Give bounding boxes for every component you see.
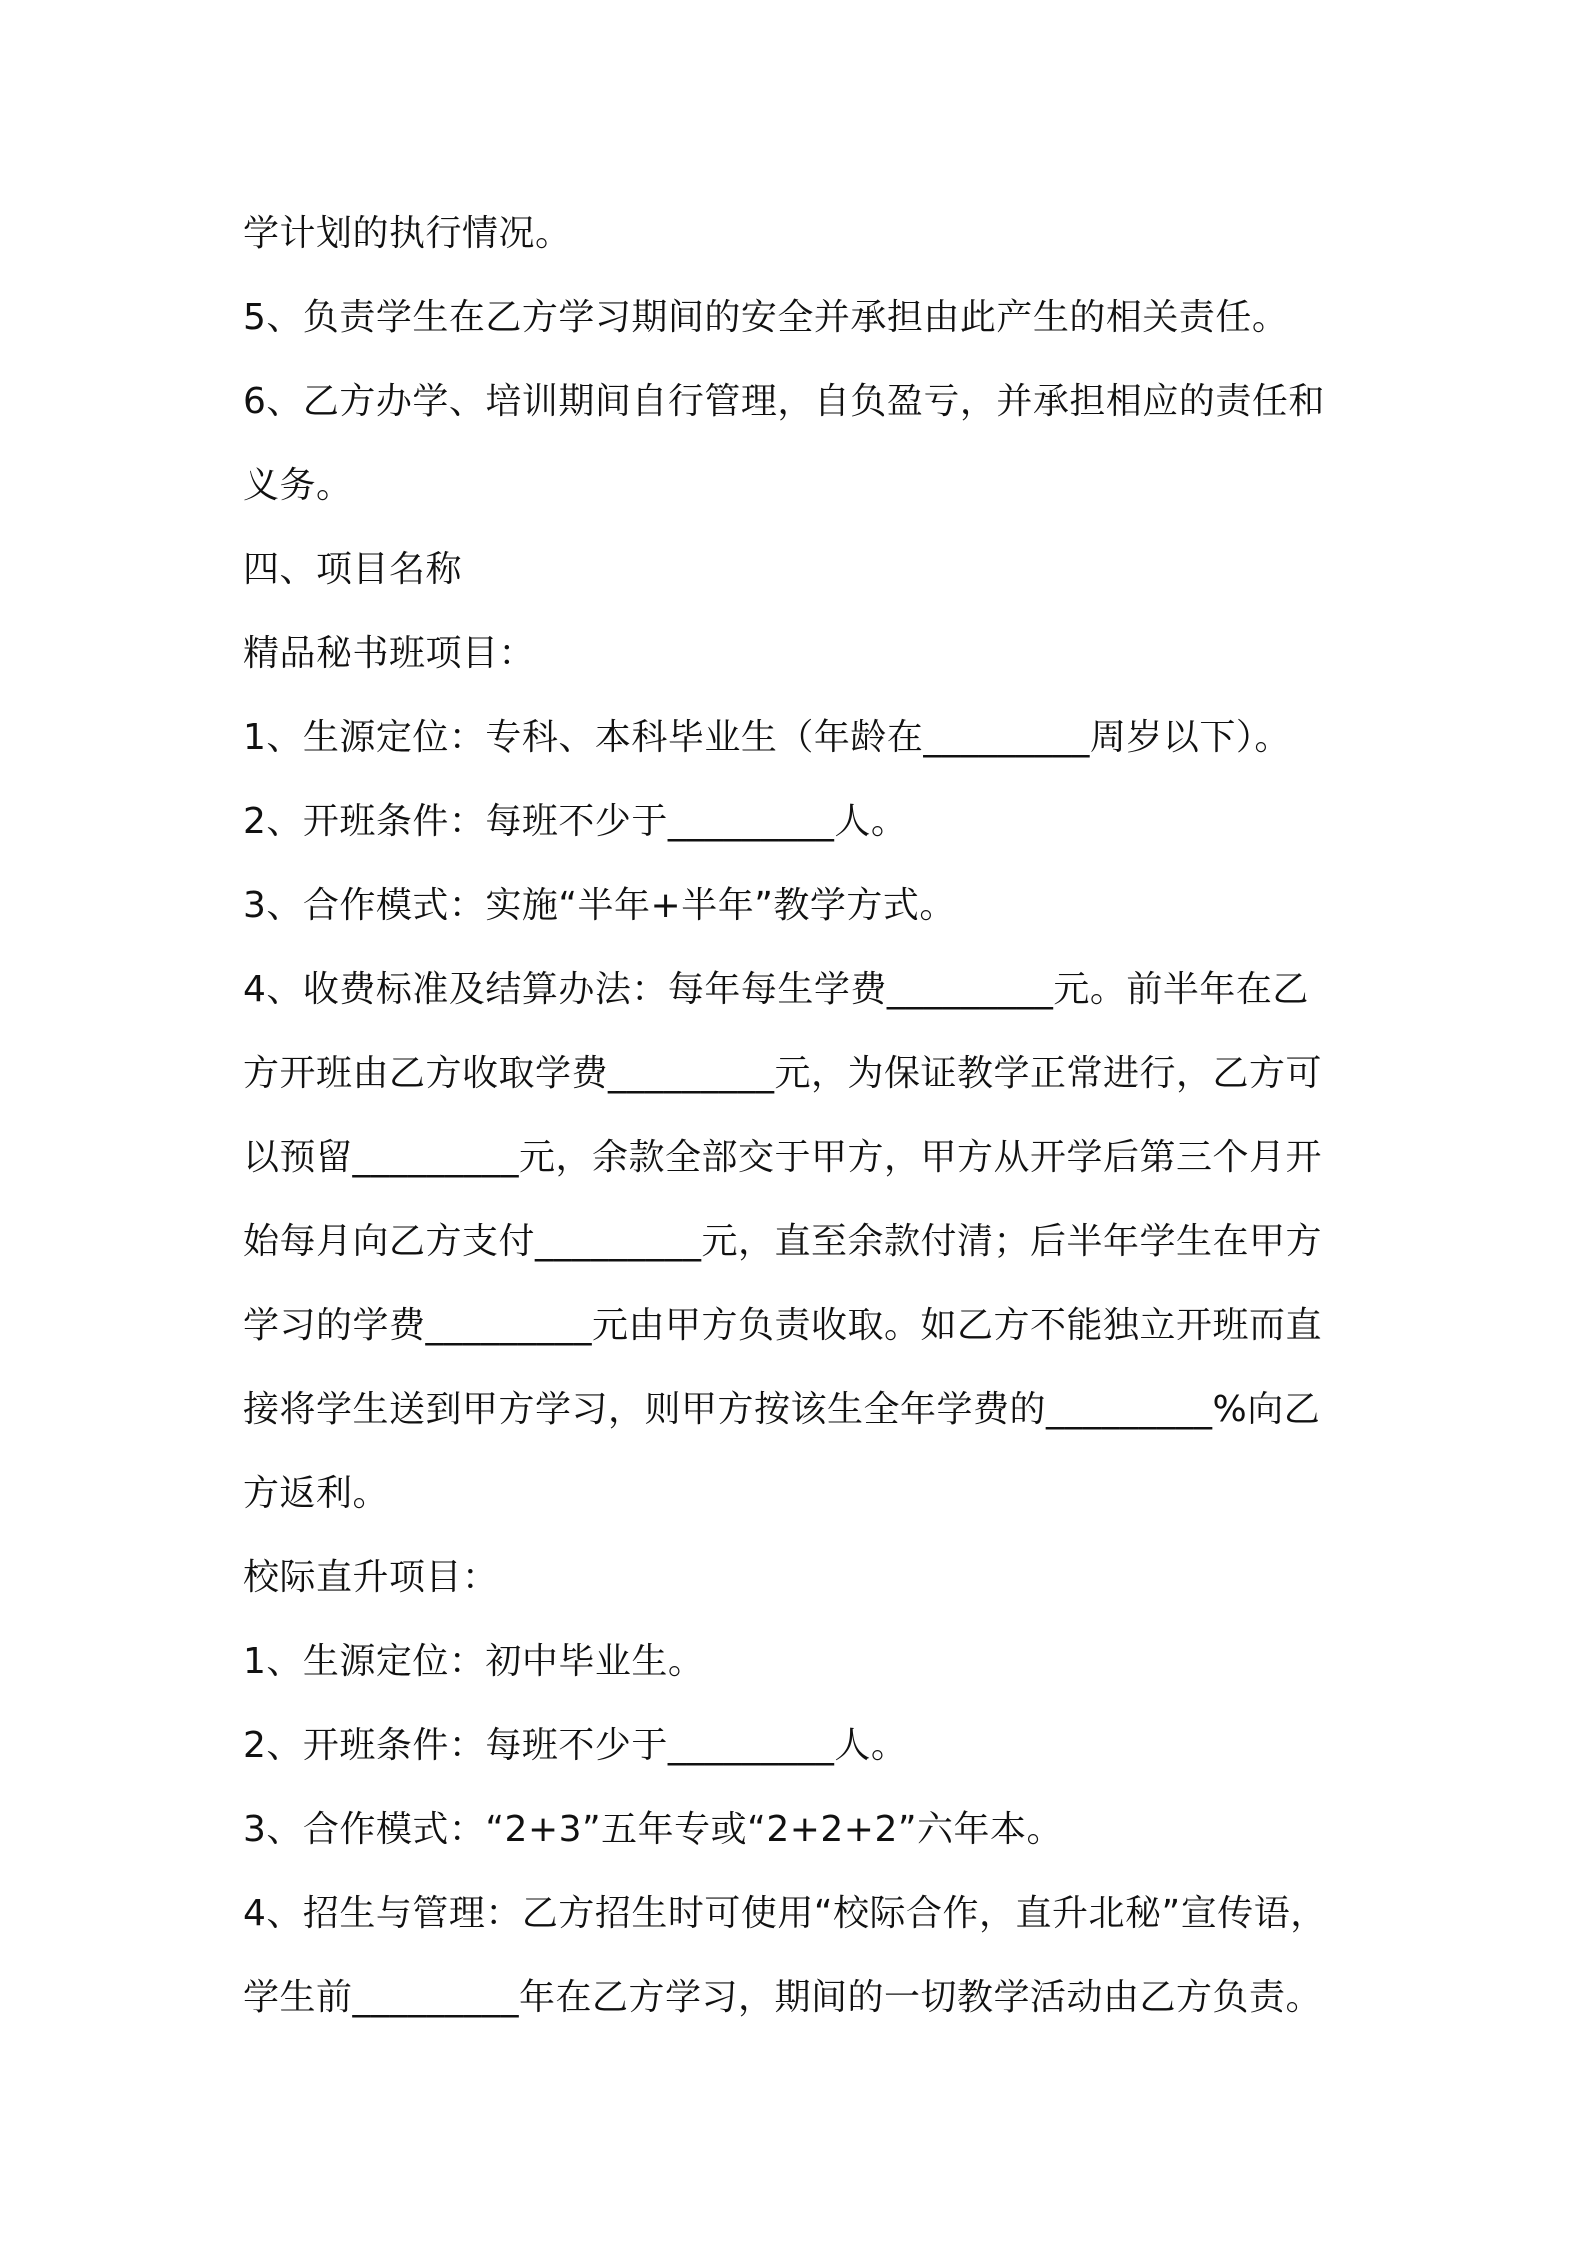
- text-line: 接将学生送到甲方学习，则甲方按该生全年学费的_________%向乙: [243, 1389, 1321, 1430]
- text-line: 5、负责学生在乙方学习期间的安全并承担由此产生的相关责任。: [243, 297, 1289, 338]
- text-line: 6、乙方办学、培训期间自行管理，自负盈亏，并承担相应的责任和: [243, 381, 1325, 422]
- text-line: 义务。: [243, 465, 353, 506]
- text-line: 2、开班条件：每班不少于_________人。: [243, 801, 908, 842]
- text-line: 学习的学费_________元由甲方负责收取。如乙方不能独立开班而直: [243, 1305, 1323, 1346]
- text-line: 始每月向乙方支付_________元，直至余款付清；后半年学生在甲方: [243, 1221, 1323, 1262]
- text-line: 学生前_________年在乙方学习，期间的一切教学活动由乙方负责。: [243, 1977, 1323, 2018]
- text-line: 1、生源定位：专科、本科毕业生（年龄在_________周岁以下）。: [243, 717, 1291, 758]
- text-line: 方返利。: [243, 1473, 390, 1514]
- text-line: 1、生源定位：初中毕业生。: [243, 1641, 705, 1682]
- text-line: 4、收费标准及结算办法：每年每生学费_________元。前半年在乙: [243, 969, 1309, 1010]
- text-line: 学计划的执行情况。: [243, 213, 572, 254]
- text-line: 2、开班条件：每班不少于_________人。: [243, 1725, 908, 1766]
- subsection-heading: 精品秘书班项目：: [243, 633, 536, 674]
- section-heading: 四、项目名称: [243, 549, 463, 590]
- text-line: 3、合作模式：实施“半年+半年”教学方式。: [243, 885, 956, 926]
- subsection-heading: 校际直升项目：: [243, 1557, 499, 1598]
- document-body: [243, 192, 1373, 2040]
- text-line: 4、招生与管理：乙方招生时可使用“校际合作，直升北秘”宣传语，: [243, 1893, 1327, 1934]
- text-line: 3、合作模式：“2+3”五年专或“2+2+2”六年本。: [243, 1809, 1064, 1850]
- text-line: 以预留_________元，余款全部交于甲方，甲方从开学后第三个月开: [243, 1137, 1323, 1178]
- text-line: 方开班由乙方收取学费_________元，为保证教学正常进行，乙方可: [243, 1053, 1323, 1094]
